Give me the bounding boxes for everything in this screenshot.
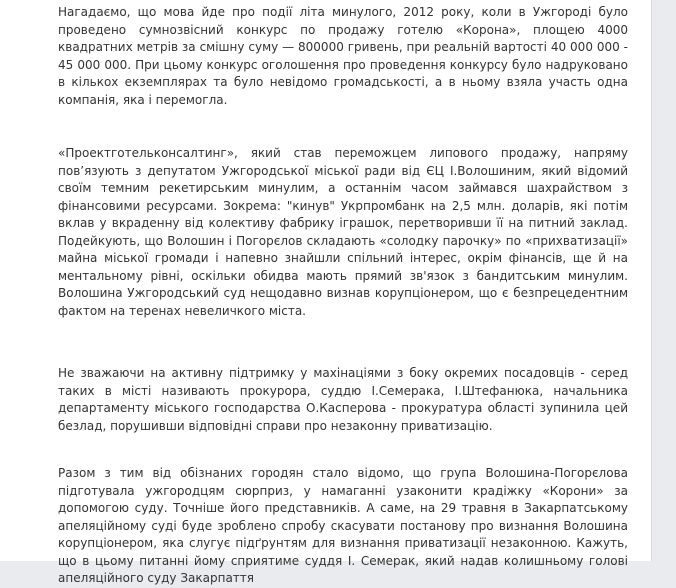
article-paragraph-4: Разом з тим від обізнаних городян стало відомо, що група Волошина-Погорєлова підготувала ужгородцям сюрприз, у намаганні узаконити крадіжку «Корони» за допомогою суду. Точніше його представників. А саме, на 29 травня в Закарпатському апеляційному суді буде зроблено спробу скасувати постанову про визнання Волошина корупціонером, яка слугує підґрунтям для визнання приватизації незаконною. Кажуть, що в цьому питанні йому сприятиме суддя І. Семерак, який надав колишньому голові апеляційного суду Закарпаття [58,466,628,585]
article-paragraph-3: Не зважаючи на активну підтримку у махінаціями з боку окремих посадовців - серед таких в місті називають прокурора, суддю І.Семерака, І.Штефанюка, начальника департаменту міського господарства О.Касперова - прокуратура області зупинила цей безлад, порушивши відповідні справи про незаконну приватизацію. [58,366,628,433]
article-paragraph-2: «Проектготельконсалтинг», який став переможцем липового продажу, напряму пов’язують з депутатом Ужгородської міської ради від ЄЦ І.Волошиним, який відомий своїм темним рекетирським минулим, а останнім часом займався шахрайством з фінансовими ресурсами. Зокрема: "кинув" Укрпромбанк на 2,5 млн. доларів, які потім вклав у вкраденну від колективу фабрику іграшок, перетворивши її на питний заклад. Подейкують, що Волошин і Погорєлов складають «солодку парочку» по «прихватизації» майна міської громади і напевно знайшли спільний інтерес, окрім фінансів, ще й на ментальному рівні, оскільки обидва мають прямий зв'язок з бандитським минулим. Волошина Ужгородський суд нещодавно визнав корупціонером, що є безпрецедентним фактом на теренах невеличкого міста. [58,146,628,318]
article-paragraph-1: Нагадаємо, що мова йде про події літа минулого, 2012 року, коли в Ужгороді було проведено сумнозвісний конкурс по продажу готелю «Корона», площею 4000 квадратних метрів за смішну суму — 800000 гривень, при реальній вартості 40 000 000 - 45 000 000. При цьому конкурс оголошення про проведення конкурсу було надруковано в кількох екземплярах та було невідомо громадськості, а в ньому взяла участь одна компанія, яка і перемогла. [58,5,628,107]
